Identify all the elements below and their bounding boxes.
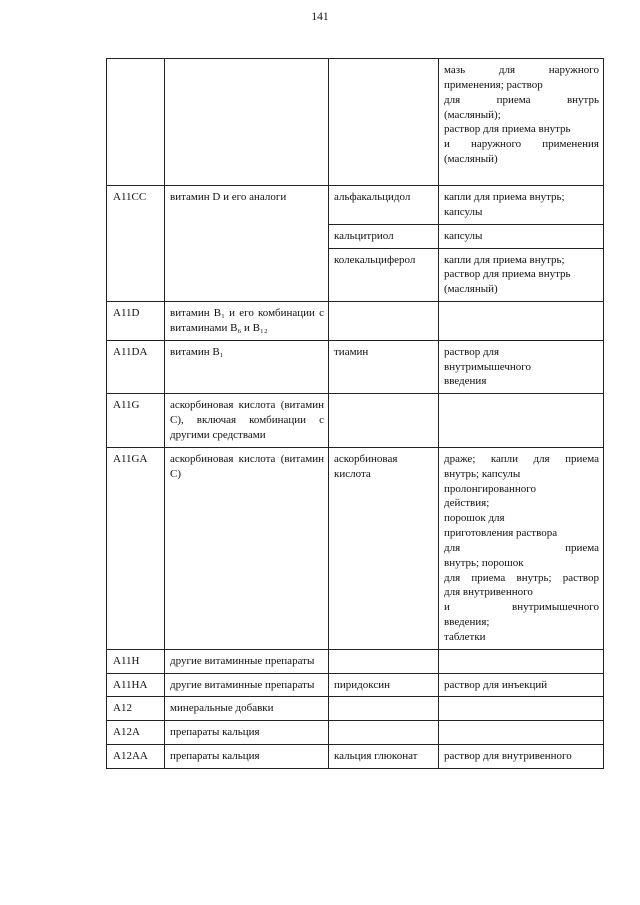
dosage-forms-cell — [439, 59, 604, 186]
dosage-forms-cell — [439, 302, 604, 341]
dosage-forms-cell — [439, 394, 604, 448]
dosage-form-line: и наружного применения — [444, 138, 599, 151]
dosage-forms-cell — [439, 447, 604, 649]
dosage-form-line: раствор для внутривенного — [444, 750, 572, 763]
atc-code-cell: A11DA — [107, 340, 165, 394]
dosage-form-line: внутрь; порошок — [444, 556, 524, 569]
substance-name-cell: аскорбиновая кислота — [329, 447, 439, 649]
dosage-forms-cell — [439, 721, 604, 745]
dosage-form-line: таблетки — [444, 630, 486, 643]
dosage-form-line: действия; — [444, 497, 490, 510]
table-row — [107, 673, 604, 697]
page-number: 141 — [311, 11, 329, 23]
atc-code-cell: A12AA — [107, 745, 165, 769]
dosage-form-line: введения — [444, 375, 487, 388]
table-row — [107, 394, 604, 448]
dosage-form-line: капсулы — [444, 229, 483, 242]
group-name-cell: витамин B₁ — [165, 340, 329, 394]
group-name-cell: аскорбиновая кислота (витамин C) — [165, 447, 329, 649]
substance-name-cell: пиридоксин — [329, 673, 439, 697]
dosage-form-line: капсулы — [444, 205, 483, 218]
dosage-form-line: приготовления раствора — [444, 527, 558, 540]
dosage-form-line: (масляный) — [444, 283, 498, 296]
group-name-cell: аскорбиновая кислота (витамин C), включая комбинации с другими средствами — [165, 394, 329, 448]
substance-name-cell: кальцитриол — [329, 224, 439, 248]
atc-code-cell: A11HA — [107, 673, 165, 697]
table-row — [107, 59, 604, 186]
dosage-forms-cell — [439, 186, 604, 225]
dosage-form-line: внутрь; капсулы — [444, 467, 521, 480]
group-name-cell: препараты кальция — [165, 745, 329, 769]
table-body — [107, 59, 604, 769]
dosage-form-line: (масляный) — [444, 153, 498, 166]
substance-name-cell: колекальциферол — [329, 248, 439, 302]
dosage-forms-cell — [439, 224, 604, 248]
dosage-form-line: (масляный); — [444, 108, 501, 121]
dosage-form-line: раствор для приема внутрь — [444, 268, 571, 281]
table-row — [107, 340, 604, 394]
drug-list-table — [106, 58, 604, 769]
dosage-forms-cell — [439, 248, 604, 302]
substance-name-cell — [329, 721, 439, 745]
substance-name-cell: кальция глюконат — [329, 745, 439, 769]
dosage-form-line: и внутримышечного — [444, 601, 599, 614]
group-name-cell: препараты кальция — [165, 721, 329, 745]
substance-name-cell: альфакальцидол — [329, 186, 439, 225]
dosage-forms-cell — [439, 649, 604, 673]
dosage-forms-cell — [439, 340, 604, 394]
group-name-cell: другие витаминные препараты — [165, 673, 329, 697]
substance-name-cell — [329, 649, 439, 673]
dosage-forms-cell — [439, 697, 604, 721]
group-name-cell: другие витаминные препараты — [165, 649, 329, 673]
dosage-form-line: драже; капли для приема — [444, 452, 599, 465]
atc-code-cell — [107, 59, 165, 186]
dosage-form-line: порошок для — [444, 512, 505, 525]
group-name-cell — [165, 59, 329, 186]
atc-code-cell: A11H — [107, 649, 165, 673]
atc-code-cell: A11D — [107, 302, 165, 341]
substance-name-cell — [329, 59, 439, 186]
dosage-forms-cell — [439, 673, 604, 697]
atc-code-cell: A12 — [107, 697, 165, 721]
dosage-form-line: раствор для инъекций — [444, 678, 548, 691]
substance-name-cell — [329, 697, 439, 721]
group-name-cell: витамин D и его аналоги — [165, 186, 329, 302]
substance-name-cell: тиамин — [329, 340, 439, 394]
table-row — [107, 447, 604, 649]
dosage-form-line: применения; раствор — [444, 78, 543, 91]
atc-code-cell: A11CC — [107, 186, 165, 302]
dosage-form-line: капли для приема внутрь; — [444, 191, 565, 203]
group-name-cell: минеральные добавки — [165, 697, 329, 721]
dosage-form-line: мазь для наружного — [444, 64, 599, 76]
dosage-forms-cell — [439, 745, 604, 769]
dosage-form-line: раствор для — [444, 345, 500, 358]
substance-name-cell — [329, 302, 439, 341]
dosage-form-line: для приема внутрь — [444, 93, 599, 106]
table-row — [107, 302, 604, 341]
dosage-form-line: для приема внутрь; раствор — [444, 571, 599, 584]
group-name-cell: витамин B₁ и его комбинации с витаминами B₆ и B₁₂ — [165, 302, 329, 341]
table-row — [107, 649, 604, 673]
dosage-form-line: для приема — [444, 541, 599, 554]
table-row — [107, 697, 604, 721]
atc-code-cell: A11GA — [107, 447, 165, 649]
dosage-form-line: внутримышечного — [444, 360, 531, 373]
dosage-form-line: введения; — [444, 616, 490, 629]
substance-name-cell — [329, 394, 439, 448]
atc-code-cell: A12A — [107, 721, 165, 745]
table-row — [107, 721, 604, 745]
dosage-form-line: пролонгированного — [444, 482, 536, 495]
atc-code-cell: A11G — [107, 394, 165, 448]
dosage-form-line: для внутривенного — [444, 586, 533, 599]
dosage-form-line: капли для приема внутрь; — [444, 253, 565, 266]
table-row — [107, 186, 604, 225]
table-row — [107, 745, 604, 769]
dosage-form-line: раствор для приема внутрь — [444, 123, 571, 136]
